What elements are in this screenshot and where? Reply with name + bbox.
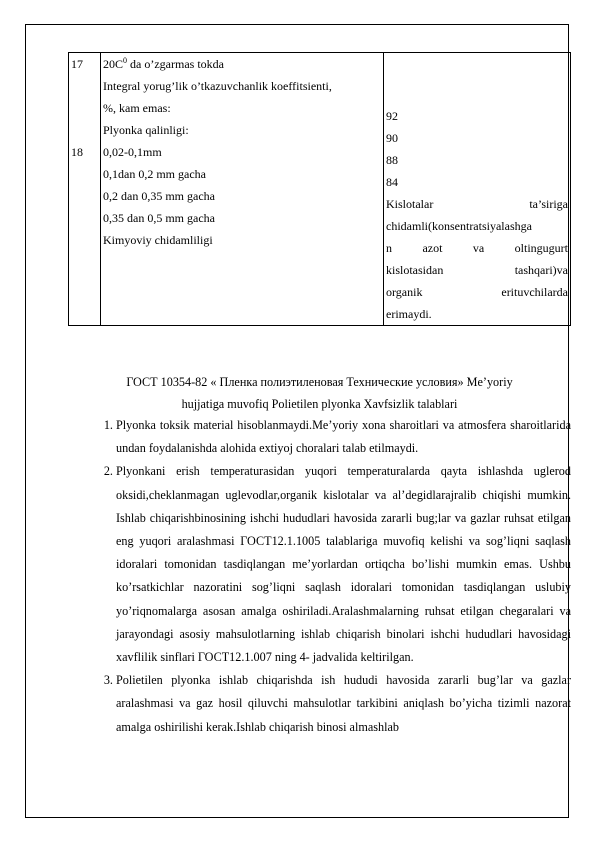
temperature-text: 20C — [103, 57, 124, 71]
table-row — [69, 53, 571, 326]
property-line: 0,35 dan 0,5 mm gacha — [103, 211, 215, 225]
heading-line: hujjatiga muvofiq Polietilen plyonka Xavfsizlik talablari — [181, 397, 458, 411]
property-line: 0,1dan 0,2 mm gacha — [103, 167, 206, 181]
temperature-sup: 0 — [123, 56, 128, 65]
chemical-line: chidamli(konsentratsiyalashga — [386, 219, 532, 233]
row-number-17: 17 — [71, 57, 83, 71]
spec-table — [68, 52, 571, 326]
value-line: 88 — [386, 153, 398, 167]
property-line: Integral yorug’lik o’tkazuvchanlik koeffitsienti, — [103, 79, 332, 93]
heading-line: ГОСТ 10354-82 « Пленка полиэтиленовая Технические условия» Me’yoriy — [126, 375, 513, 389]
list-item: 2. Plyonkani erish temperaturasidan yuqori temperaturalarda qayta ishlashda uglerod oksidi,cheklanmagan uglevodlar,organik kislotalar va al’degidlarajralib chiqishi mumkin. Ishlab chiqarishbinosining ishchi hududlari havosida zararli bug;lar va gazlar ruhsat etilgan eng yuqori aralashmasi ГОСТ12.1.1005 talablariga muvofiq kelishi va sog’liqni saqlash idoralari tomonidan tasdiqlangan me’yorlardan ortiqcha bo’lishi mumkin emas. Ushbu ko’rsatkichlar nazoratini sog’liqni saqlash idoralari tomonidan tasdiqlangan uslubiy yo’riqnomalarga asosan amalga oshiriladi.Aralashmalarning ruhsat etilgan chegaralari va jarayondagi asosiy mahsulotlarning ishlab chiqarish binolari ishchi hududlari havosidagi xavflilik sinflari ГОСТ12.1.007 ning 4- jadvalida keltirilgan. — [116, 460, 571, 669]
chemical-line: Kislotalar ta’siriga — [386, 197, 568, 211]
value-line: 92 — [386, 109, 398, 123]
chemical-line: kislotasidan tashqari)va — [386, 263, 568, 277]
property-line: $20C^0$ da o’zgarmas tokda — [103, 56, 224, 71]
property-line: Kimyoviy chidamliligi — [103, 233, 213, 247]
value-line: 84 — [386, 175, 398, 189]
section-heading — [68, 371, 571, 415]
requirements-list — [88, 414, 571, 739]
chemical-line: erimaydi. — [386, 307, 432, 321]
chemical-line: organik erituvchilarda — [386, 285, 568, 299]
list-item: 1. Plyonka toksik material hisoblanmaydi.Me’yoriy xona sharoitlari va atmosfera sharoitlarida undan foydalanishda alohida extiyoj choralari talab etilmaydi. — [116, 414, 571, 460]
property-line: Plyonka qalinligi: — [103, 123, 189, 137]
row-number-18: 18 — [71, 145, 83, 159]
property-line: 0,2 dan 0,35 mm gacha — [103, 189, 215, 203]
list-item: 3. Polietilen plyonka ishlab chiqarishda ish hududi havosida zararli bug’lar va gazlar aralashmasi va gaz hosil qiluvchi mahsulotlar tarkibini aniqlash bo’yicha tizimli nazorat amalga oshirilishi kerak.Ishlab chiqarish binosi almashlab — [116, 669, 571, 739]
row-number-cell — [69, 53, 101, 326]
property-line: %, kam emas: — [103, 101, 171, 115]
chemical-line: n azot va oltingugurt — [386, 241, 568, 255]
value-line: 90 — [386, 131, 398, 145]
property-line: 0,02-0,1mm — [103, 145, 162, 159]
property-cell — [101, 53, 384, 326]
value-cell — [384, 53, 571, 326]
